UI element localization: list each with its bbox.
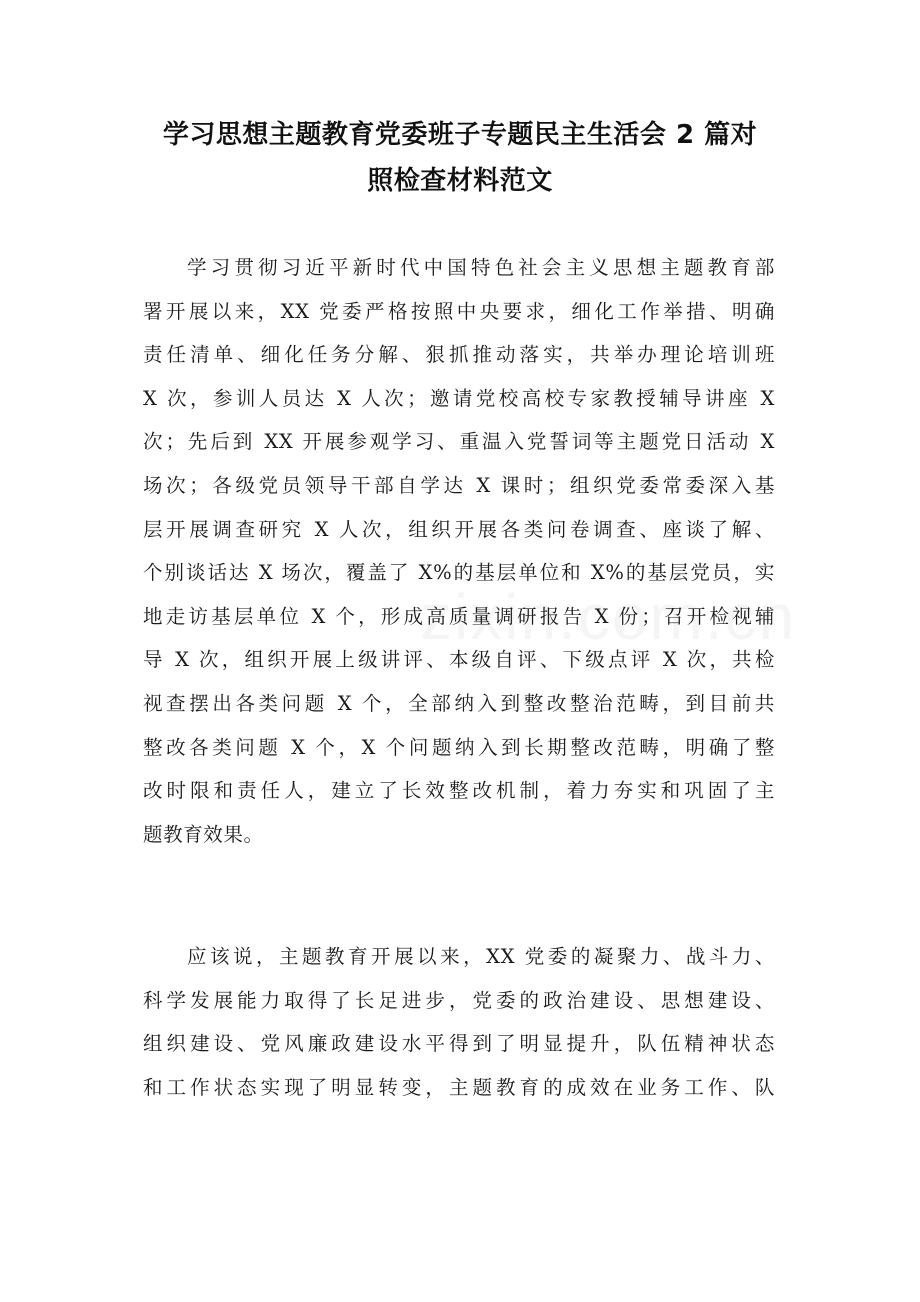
title-line-2: 照检查材料范文 xyxy=(367,166,553,196)
paragraph-line: 次；先后到 XX 开展参观学习、重温入党誓词等主题党日活动 X xyxy=(143,430,775,454)
paragraph-line: 科学发展能力取得了长足进步，党委的政治建设、思想建设、 xyxy=(143,988,775,1012)
paragraph-line: X 次，参训人员达 X 人次；邀请党校高校专家教授辅导讲座 X xyxy=(143,386,775,410)
paragraph-line: 改时限和责任人，建立了长效整改机制，着力夯实和巩固了主 xyxy=(143,779,775,803)
paragraph-line: 应该说，主题教育开展以来，XX 党委的凝聚力、战斗力、 xyxy=(187,945,775,968)
document-title xyxy=(140,112,780,204)
paragraph-1 xyxy=(143,246,775,856)
title-line-1: 学习思想主题教育党委班子专题民主生活会 2 篇对 xyxy=(162,120,758,150)
paragraph-2 xyxy=(143,935,775,1109)
paragraph-line: 地走访基层单位 X 个，形成高质量调研报告 X 份；召开检视辅 xyxy=(143,604,775,628)
paragraph-line: 层开展调查研究 X 人次，组织开展各类问卷调查、座谈了解、 xyxy=(143,517,775,541)
paragraph-line: 责任清单、细化任务分解、狠抓推动落实，共举办理论培训班 xyxy=(143,343,775,367)
paragraph-line: 导 X 次，组织开展上级讲评、本级自评、下级点评 X 次，共检 xyxy=(143,648,775,672)
paragraph-line: 题教育效果。 xyxy=(143,822,264,846)
paragraph-line: 个别谈话达 X 场次，覆盖了 X%的基层单位和 X%的基层党员，实 xyxy=(143,561,775,585)
paragraph-line: 整改各类问题 X 个，X 个问题纳入到长期整改范畴，明确了整 xyxy=(143,735,775,759)
paragraph-line: 组织建设、党风廉政建设水平得到了明显提升，队伍精神状态 xyxy=(143,1032,775,1056)
paragraph-line: 和工作状态实现了明显转变，主题教育的成效在业务工作、队 xyxy=(143,1075,775,1099)
paragraph-line: 场次；各级党员领导干部自学达 X 课时；组织党委常委深入基 xyxy=(143,473,775,497)
paragraph-line: 署开展以来，XX 党委严格按照中央要求，细化工作举措、明确 xyxy=(143,299,775,323)
paragraph-line: 学习贯彻习近平新时代中国特色社会主义思想主题教育部 xyxy=(187,256,775,279)
paragraph-line: 视查摆出各类问题 X 个，全部纳入到整改整治范畴，到目前共 xyxy=(143,691,775,715)
